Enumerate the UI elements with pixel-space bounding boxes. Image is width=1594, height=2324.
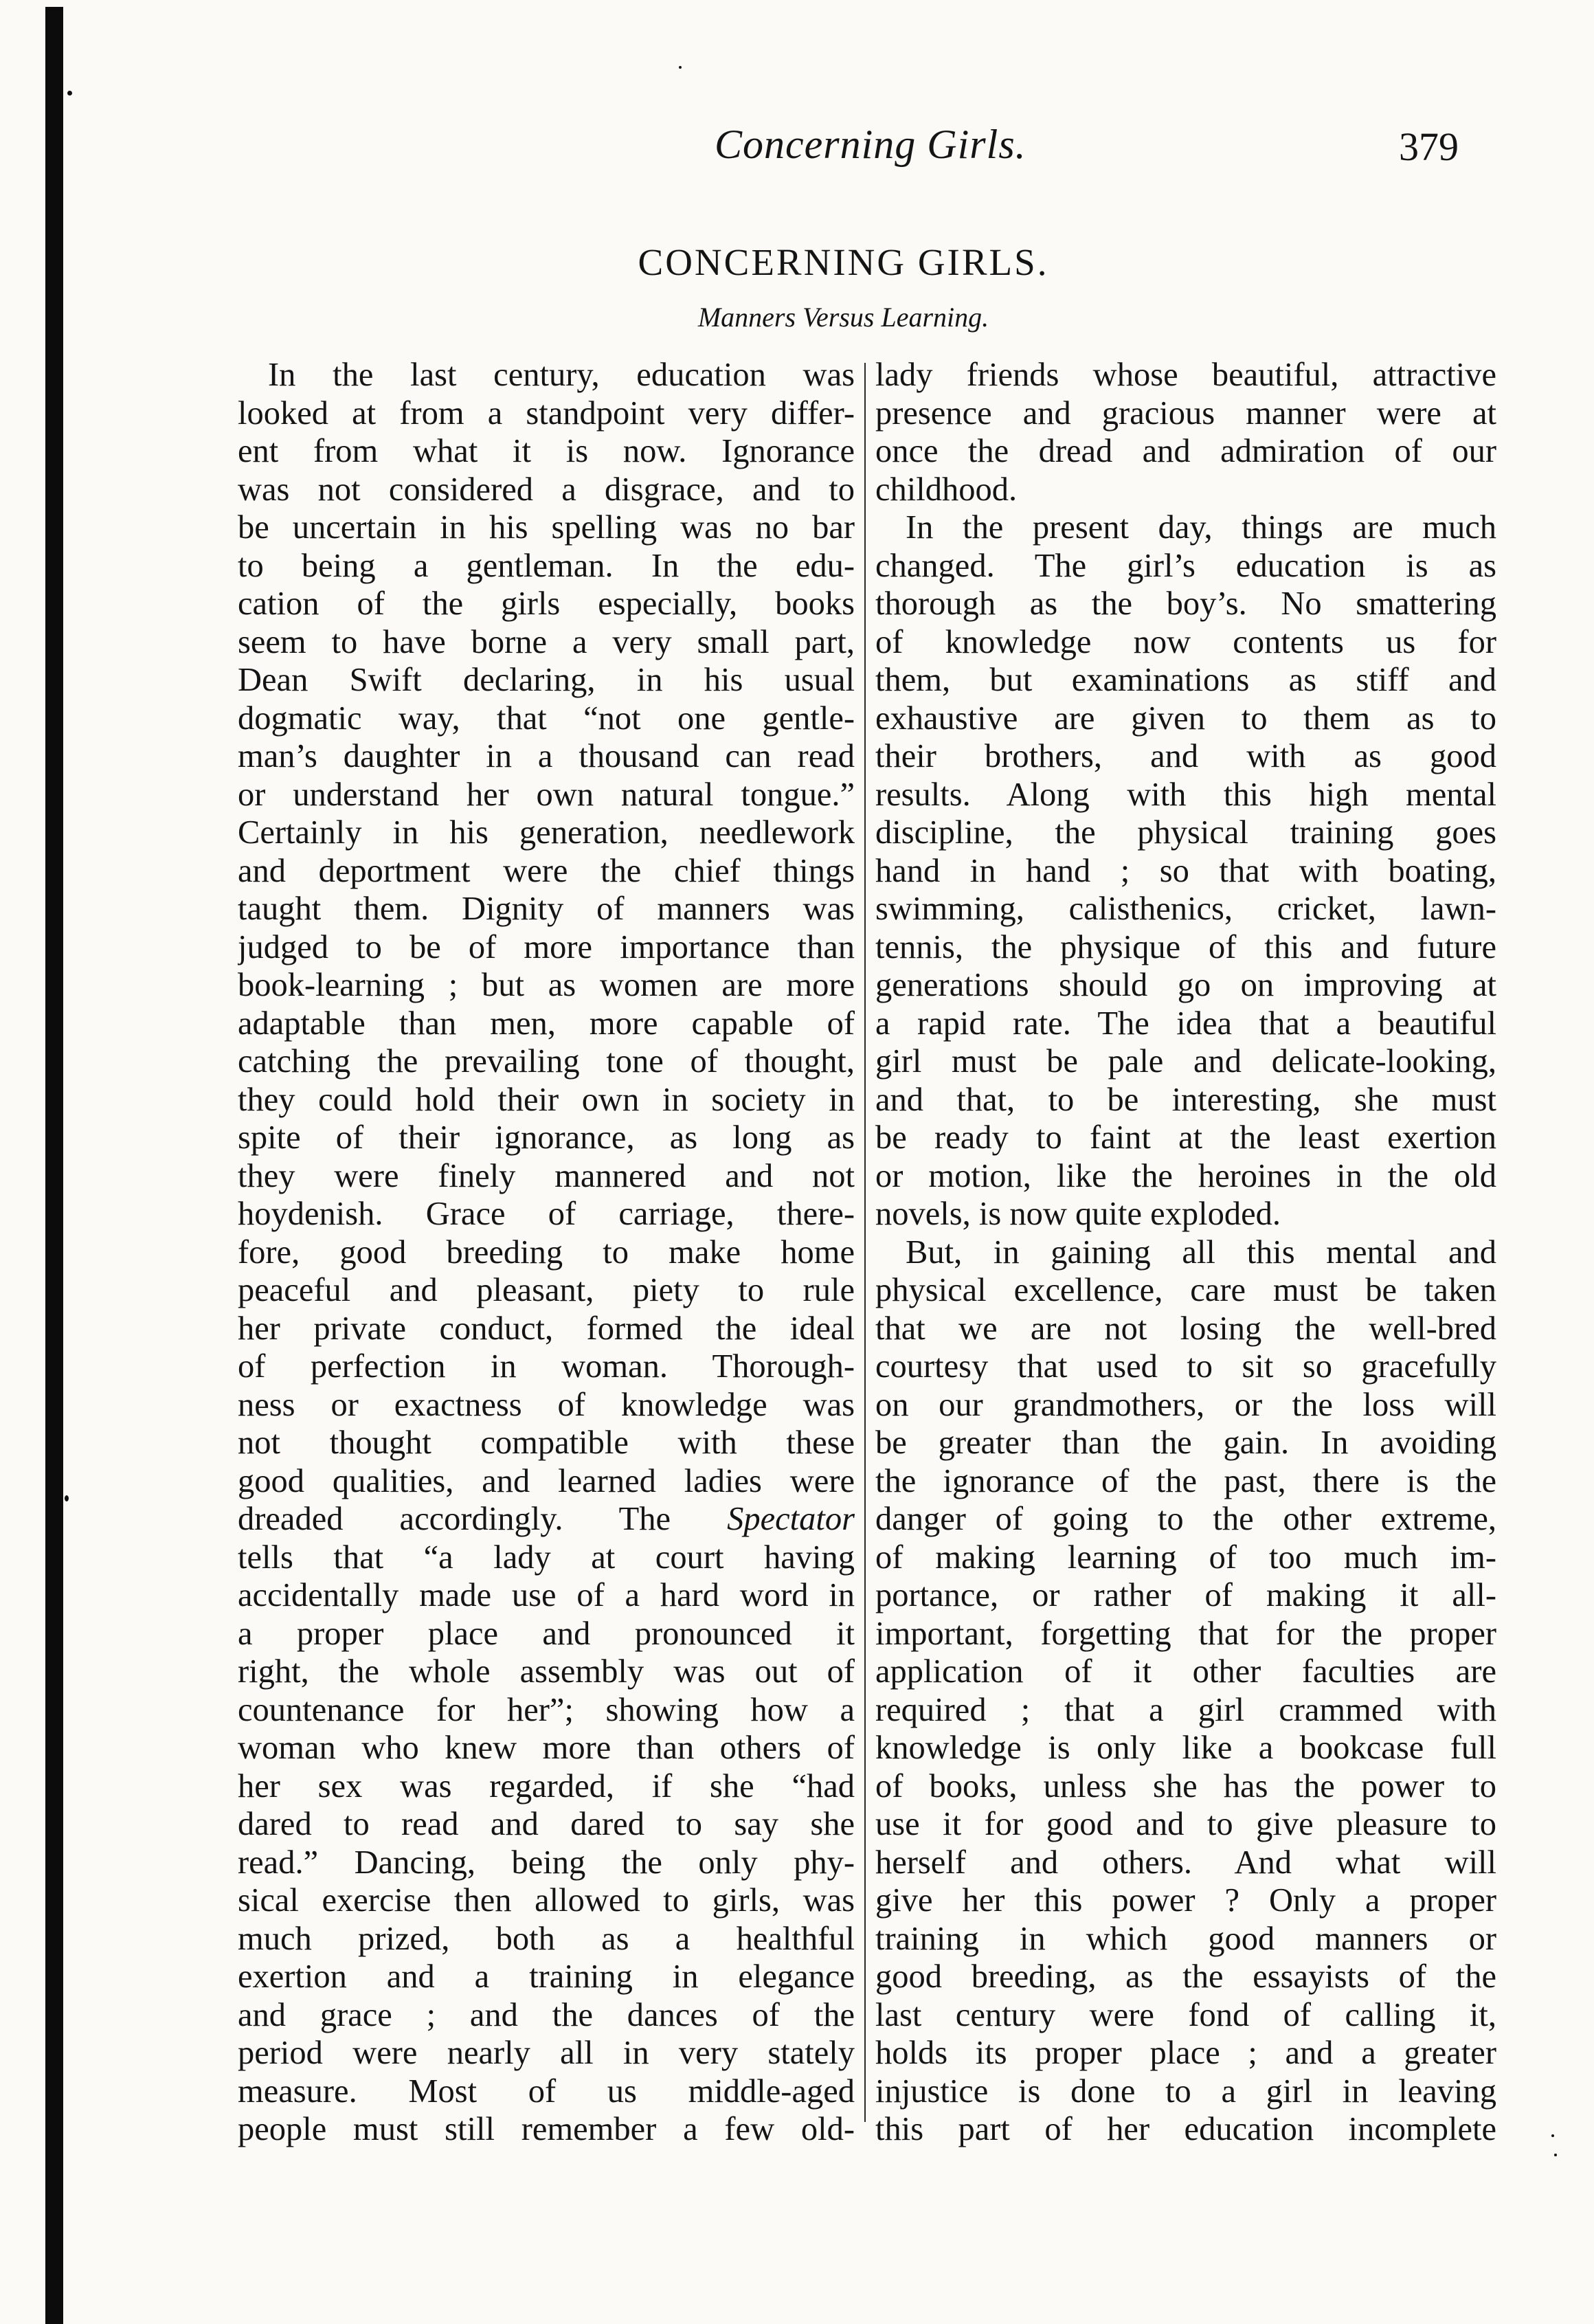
text-line: cation of the girls especially, books bbox=[238, 585, 855, 622]
text-line: not thought compatible with these bbox=[238, 1424, 855, 1461]
text-line: last century were fond of calling it, bbox=[875, 1996, 1496, 2033]
text-line: lady friends whose beautiful, attractive bbox=[875, 357, 1496, 393]
text-line: danger of going to the other extreme, bbox=[875, 1501, 1496, 1537]
text-line: people must still remember a few old- bbox=[238, 2111, 855, 2147]
text-line: training in which good manners or bbox=[875, 1920, 1496, 1957]
text-line: they could hold their own in society in bbox=[238, 1081, 855, 1118]
text-line: hoydenish. Grace of carriage, there- bbox=[238, 1196, 855, 1232]
text-line: presence and gracious manner were at bbox=[875, 394, 1496, 432]
text-line: results. Along with this high mental bbox=[875, 776, 1496, 813]
text-line: a proper place and pronounced it bbox=[238, 1615, 855, 1652]
text-line: of perfection in woman. Thorough- bbox=[238, 1348, 855, 1385]
text-line: woman who knew more than others of bbox=[238, 1730, 855, 1766]
text-line: catching the prevailing tone of thought, bbox=[238, 1043, 855, 1080]
text-line: discipline, the physical training goes bbox=[875, 814, 1496, 851]
text-line: a rapid rate. The idea that a beautiful bbox=[875, 1005, 1496, 1042]
text-line: and grace ; and the dances of the bbox=[238, 1996, 855, 2033]
running-head: Concerning Girls. bbox=[715, 122, 1026, 167]
text-fragment: dreaded accordingly. The bbox=[238, 1501, 671, 1537]
text-line: dared to read and dared to say she bbox=[238, 1806, 855, 1842]
page-binding-edge bbox=[45, 7, 63, 2324]
text-line: seem to have borne a very small part, bbox=[238, 623, 855, 660]
text-line: novels, is now quite exploded. bbox=[875, 1196, 1281, 1232]
text-line: accidentally made use of a hard word in bbox=[238, 1577, 855, 1613]
text-line: hand in hand ; so that with boating, bbox=[875, 852, 1496, 889]
text-line: spite of their ignorance, as long as bbox=[238, 1119, 855, 1156]
text-line: tennis, the physique of this and future bbox=[875, 928, 1496, 965]
scan-speck bbox=[1551, 2134, 1554, 2137]
spectator-italic: Spectator bbox=[727, 1501, 855, 1537]
text-line: fore, good breeding to make home bbox=[238, 1233, 855, 1271]
text-line: much prized, both as a healthful bbox=[238, 1920, 855, 1957]
text-line: holds its proper place ; and a greater bbox=[875, 2035, 1496, 2071]
text-line: physical excellence, care must be taken bbox=[875, 1272, 1496, 1308]
text-line: be greater than the gain. In avoiding bbox=[875, 1424, 1496, 1461]
scan-speck bbox=[1554, 2154, 1557, 2156]
text-column-right bbox=[875, 356, 1496, 2149]
text-column-left bbox=[238, 356, 855, 2149]
text-line: ness or exactness of knowledge was bbox=[238, 1386, 855, 1423]
text-line: her sex was regarded, if she “had bbox=[238, 1767, 855, 1805]
text-line: childhood. bbox=[875, 471, 1018, 508]
text-line: man’s daughter in a thousand can read bbox=[238, 738, 855, 774]
text-line: thorough as the boy’s. No smattering bbox=[875, 585, 1496, 622]
text-line: the ignorance of the past, there is the bbox=[875, 1462, 1496, 1499]
text-line: judged to be of more importance than bbox=[238, 928, 855, 965]
text-line: or motion, like the heroines in the old bbox=[875, 1157, 1496, 1194]
text-line: important, forgetting that for the proper bbox=[875, 1615, 1496, 1652]
text-line: or understand her own natural tongue.” bbox=[238, 776, 855, 813]
text-line: of knowledge now contents us for bbox=[875, 623, 1496, 660]
text-line: and that, to be interesting, she must bbox=[875, 1081, 1496, 1118]
text-line: required ; that a girl crammed with bbox=[875, 1691, 1496, 1728]
text-line: portance, or rather of making it all- bbox=[875, 1577, 1496, 1613]
text-line: sical exercise then allowed to girls, was bbox=[238, 1882, 855, 1919]
text-line: adaptable than men, more capable of bbox=[238, 1005, 855, 1042]
text-line: measure. Most of us middle-aged bbox=[238, 2072, 855, 2110]
scan-speck bbox=[679, 66, 682, 69]
text-line: knowledge is only like a bookcase full bbox=[875, 1730, 1496, 1766]
text-line: to being a gentleman. In the edu- bbox=[238, 547, 855, 584]
text-line: this part of her education incomplete bbox=[875, 2111, 1496, 2147]
text-line: that we are not losing the well-bred bbox=[875, 1310, 1496, 1347]
text-line: right, the whole assembly was out of bbox=[238, 1653, 855, 1690]
text-line: herself and others. And what will bbox=[875, 1844, 1496, 1881]
text-line: use it for good and to give pleasure to bbox=[875, 1806, 1496, 1842]
text-line: their brothers, and with as good bbox=[875, 738, 1496, 774]
text-line: exhaustive are given to them as to bbox=[875, 700, 1496, 737]
text-line: In the last century, education was bbox=[268, 357, 855, 393]
text-line: swimming, calisthenics, cricket, lawn- bbox=[875, 891, 1496, 927]
text-line: courtesy that used to sit so gracefully bbox=[875, 1348, 1496, 1385]
text-line: be uncertain in his spelling was no bar bbox=[238, 509, 855, 546]
text-line: of books, unless she has the power to bbox=[875, 1767, 1496, 1805]
text-line: girl must be pale and delicate-looking, bbox=[875, 1043, 1496, 1080]
article-subtitle: Manners Versus Learning. bbox=[697, 302, 989, 333]
text-line: dogmatic way, that “not one gentle- bbox=[238, 700, 855, 737]
text-line: of making learning of too much im- bbox=[875, 1539, 1496, 1576]
scan-speck bbox=[65, 1495, 69, 1501]
text-line: In the present day, things are much bbox=[906, 509, 1496, 546]
text-line: looked at from a standpoint very differ- bbox=[238, 394, 855, 432]
text-line: her private conduct, formed the ideal bbox=[238, 1310, 855, 1347]
text-line: good breeding, as the essayists of the bbox=[875, 1958, 1496, 1995]
text-line: once the dread and admiration of our bbox=[875, 433, 1496, 469]
text-line: countenance for her”; showing how a bbox=[238, 1691, 855, 1728]
text-line bbox=[238, 1500, 855, 1539]
text-line: good qualities, and learned ladies were bbox=[238, 1462, 855, 1499]
column-divider bbox=[864, 363, 866, 2122]
scan-speck bbox=[67, 91, 72, 96]
text-line: on our grandmothers, or the loss will bbox=[875, 1386, 1496, 1423]
text-line: injustice is done to a girl in leaving bbox=[875, 2072, 1496, 2110]
text-line: them, but examinations as stiff and bbox=[875, 662, 1496, 698]
text-line: they were finely mannered and not bbox=[238, 1157, 855, 1194]
text-line: tells that “a lady at court having bbox=[238, 1539, 855, 1576]
text-line: period were nearly all in very stately bbox=[238, 2035, 855, 2071]
text-line: book-learning ; but as women are more bbox=[238, 967, 855, 1003]
text-line: changed. The girl’s education is as bbox=[875, 547, 1496, 584]
text-line: But, in gaining all this mental and bbox=[906, 1233, 1496, 1271]
text-line: Certainly in his generation, needlework bbox=[238, 814, 855, 851]
text-line: read.” Dancing, being the only phy- bbox=[238, 1844, 855, 1881]
text-line: ent from what it is now. Ignorance bbox=[238, 433, 855, 469]
text-line: application of it other faculties are bbox=[875, 1653, 1496, 1690]
text-line: give her this power ? Only a proper bbox=[875, 1882, 1496, 1919]
text-line: exertion and a training in elegance bbox=[238, 1958, 855, 1995]
text-line: generations should go on improving at bbox=[875, 967, 1496, 1003]
text-line: and deportment were the chief things bbox=[238, 852, 855, 889]
text-line: Dean Swift declaring, in his usual bbox=[238, 662, 855, 698]
article-title: CONCERNING GIRLS. bbox=[638, 241, 1049, 283]
text-line: was not considered a disgrace, and to bbox=[238, 471, 855, 508]
text-line: peaceful and pleasant, piety to rule bbox=[238, 1272, 855, 1308]
page-number: 379 bbox=[1399, 124, 1459, 169]
text-line: be ready to faint at the least exertion bbox=[875, 1119, 1496, 1156]
text-line: taught them. Dignity of manners was bbox=[238, 891, 855, 927]
